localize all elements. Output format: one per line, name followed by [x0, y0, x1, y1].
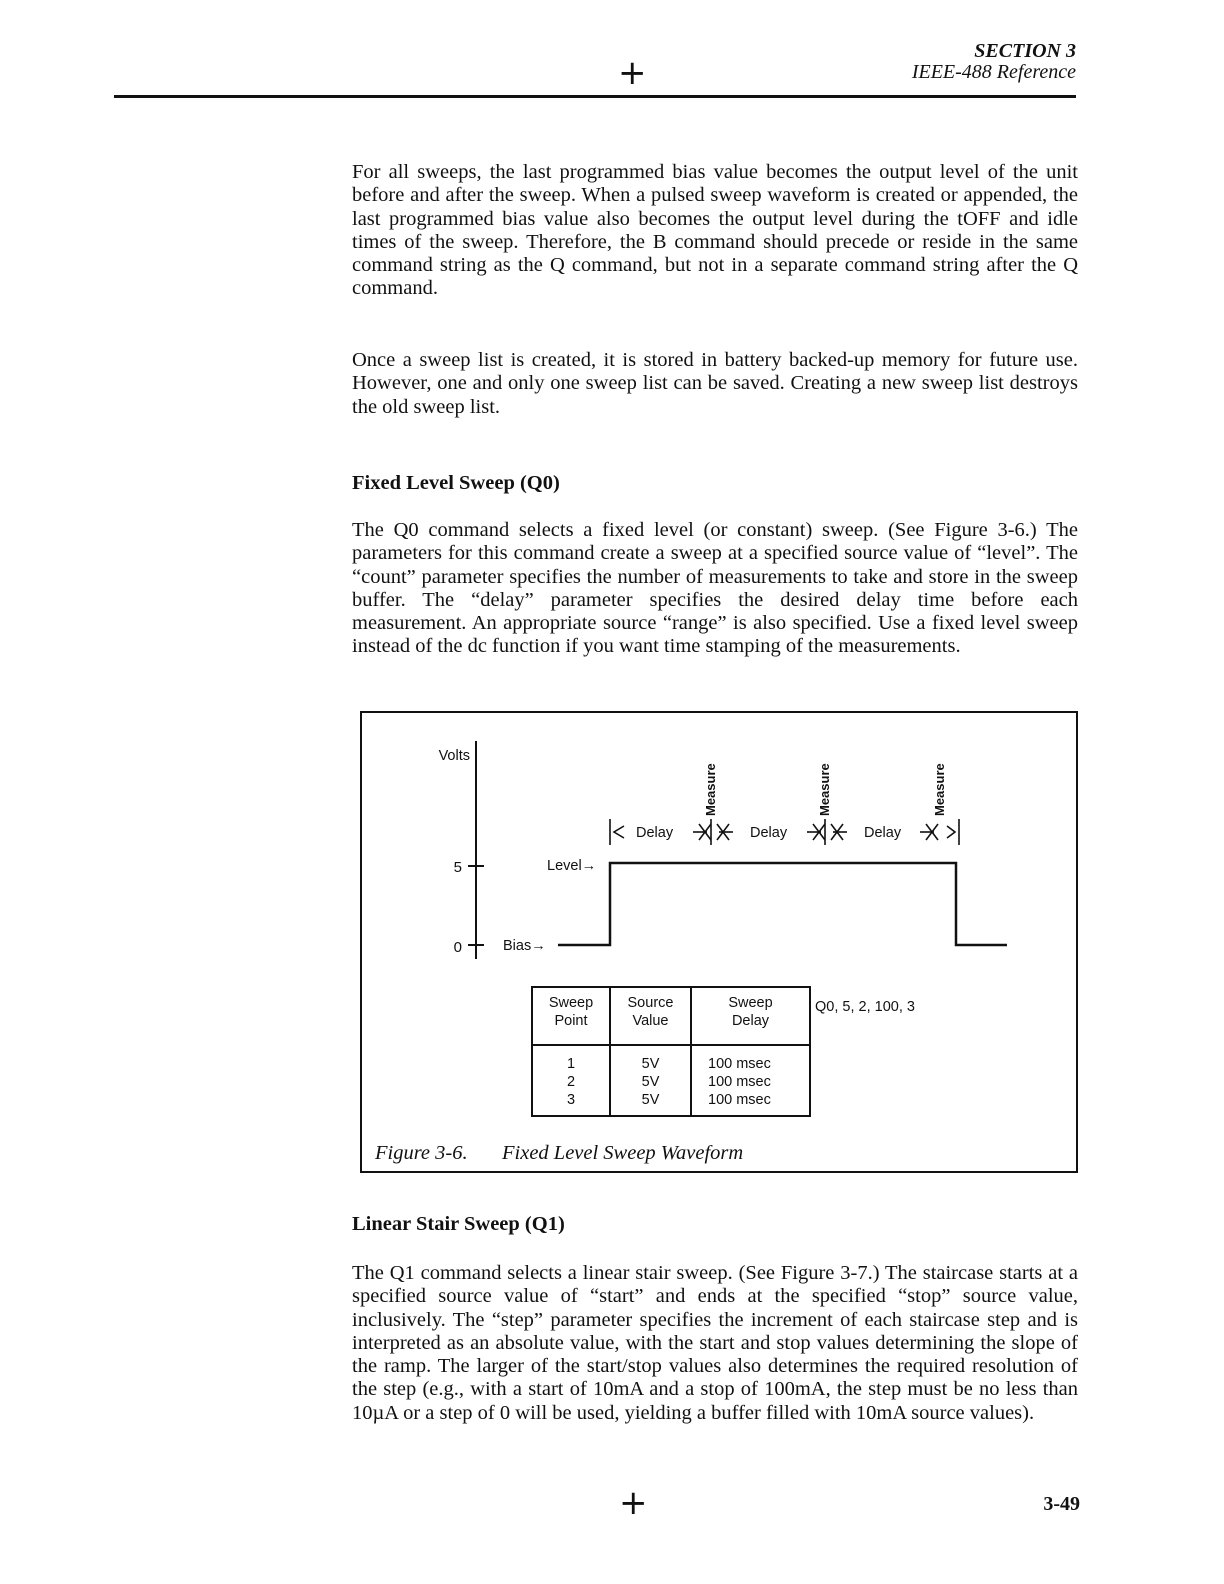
- table-header-row: [532, 987, 810, 1045]
- col-header-sweep-delay: Sweep Delay: [691, 987, 810, 1045]
- col-header-source-value: Source Value: [610, 987, 691, 1045]
- waveform-line: [558, 863, 1007, 945]
- cell-value: 5V: [610, 1073, 691, 1091]
- delay-label-1: Delay: [636, 825, 674, 841]
- measure-mark-2: [807, 819, 847, 845]
- registration-crosshair-bottom: +: [619, 1483, 648, 1523]
- figure-3-6: [360, 711, 1078, 1173]
- delay-label-2: Delay: [750, 825, 788, 841]
- cell-value: 5V: [610, 1091, 691, 1116]
- cell-point: 1: [532, 1045, 610, 1073]
- page-number: 3-49: [1043, 1493, 1080, 1515]
- table-row: [532, 1091, 810, 1116]
- header-reference: IEEE-488 Reference: [911, 61, 1076, 83]
- cell-delay: 100 msec: [691, 1091, 810, 1116]
- cell-point: 2: [532, 1073, 610, 1091]
- figure-title: Fixed Level Sweep Waveform: [502, 1142, 744, 1164]
- measure-mark-3: [920, 824, 938, 840]
- measure-label-2: Measure: [817, 763, 832, 816]
- cell-delay: 100 msec: [691, 1045, 810, 1073]
- tick-label-0: 0: [453, 939, 462, 956]
- paragraph-q0-command: The Q0 command selects a fixed level (or constant) sweep. (See Figure 3-6.) The parameters for this command create a sweep at a specified source value of “level”. The “count” parameter specifies the number of measurements to take and store in the sweep buffer. The “delay” parameter specifies the desired delay time before each measurement. An appropriate source “range” is also specified. Use a fixed level sweep instead of the dc function if you want time stamping of the measurements.: [352, 519, 1078, 658]
- measure-label-3: Measure: [932, 763, 947, 816]
- header-section: SECTION 3: [974, 40, 1076, 62]
- header-rule: [114, 95, 1076, 98]
- paragraph-q1-command: The Q1 command selects a linear stair sweep. (See Figure 3-7.) The staircase starts at a specified source value of “start” and ends at the specified “stop” source value, inclusively. The “step” parameter specifies the increment of each staircase step and is interpreted as an absolute value, with the start and stop values determining the slope of the ramp. The larger of the start/stop values also determines the required resolution of the step (e.g., with a start of 10mA and a stop of 100mA, the step must be no less than 10µA or a step of 0 will be used, yielding a buffer filled with 10mA source values).: [352, 1262, 1078, 1424]
- bias-label: Bias→: [503, 938, 546, 954]
- figure-number: Figure 3-6.: [375, 1142, 468, 1164]
- delay-label-3: Delay: [864, 825, 902, 841]
- measure-mark-1: [693, 819, 733, 845]
- measure-label-1: Measure: [703, 763, 718, 816]
- table-row: [532, 1045, 810, 1073]
- heading-fixed-level-sweep: Fixed Level Sweep (Q0): [352, 472, 560, 494]
- cell-value: 5V: [610, 1045, 691, 1073]
- tick-label-5: 5: [453, 859, 462, 876]
- table-row: [532, 1073, 810, 1091]
- y-axis-label: Volts: [438, 748, 470, 764]
- level-label: Level→: [547, 858, 597, 874]
- col-header-sweep-point: Sweep Point: [532, 987, 610, 1045]
- paragraph-bias-value: For all sweeps, the last programmed bias value becomes the output level of the unit before and after the sweep. When a pulsed sweep waveform is created or appended, the last programmed bias value also becomes the output level during the tOFF and idle times of the sweep. Therefore, the B command should precede or reside in the same command string as the Q command, but not in a separate command string after the Q command.: [352, 161, 1078, 300]
- paragraph-sweep-list-memory: Once a sweep list is created, it is stored in battery backed-up memory for future use. However, one and only one sweep list can be saved. Creating a new sweep list destroys the old sweep list.: [352, 349, 1078, 418]
- cell-delay: 100 msec: [691, 1073, 810, 1091]
- registration-crosshair-top: +: [618, 53, 647, 93]
- heading-linear-stair-sweep: Linear Stair Sweep (Q1): [352, 1213, 565, 1235]
- sweep-table: [531, 986, 811, 1117]
- cell-point: 3: [532, 1091, 610, 1116]
- command-example: Q0, 5, 2, 100, 3: [815, 999, 915, 1015]
